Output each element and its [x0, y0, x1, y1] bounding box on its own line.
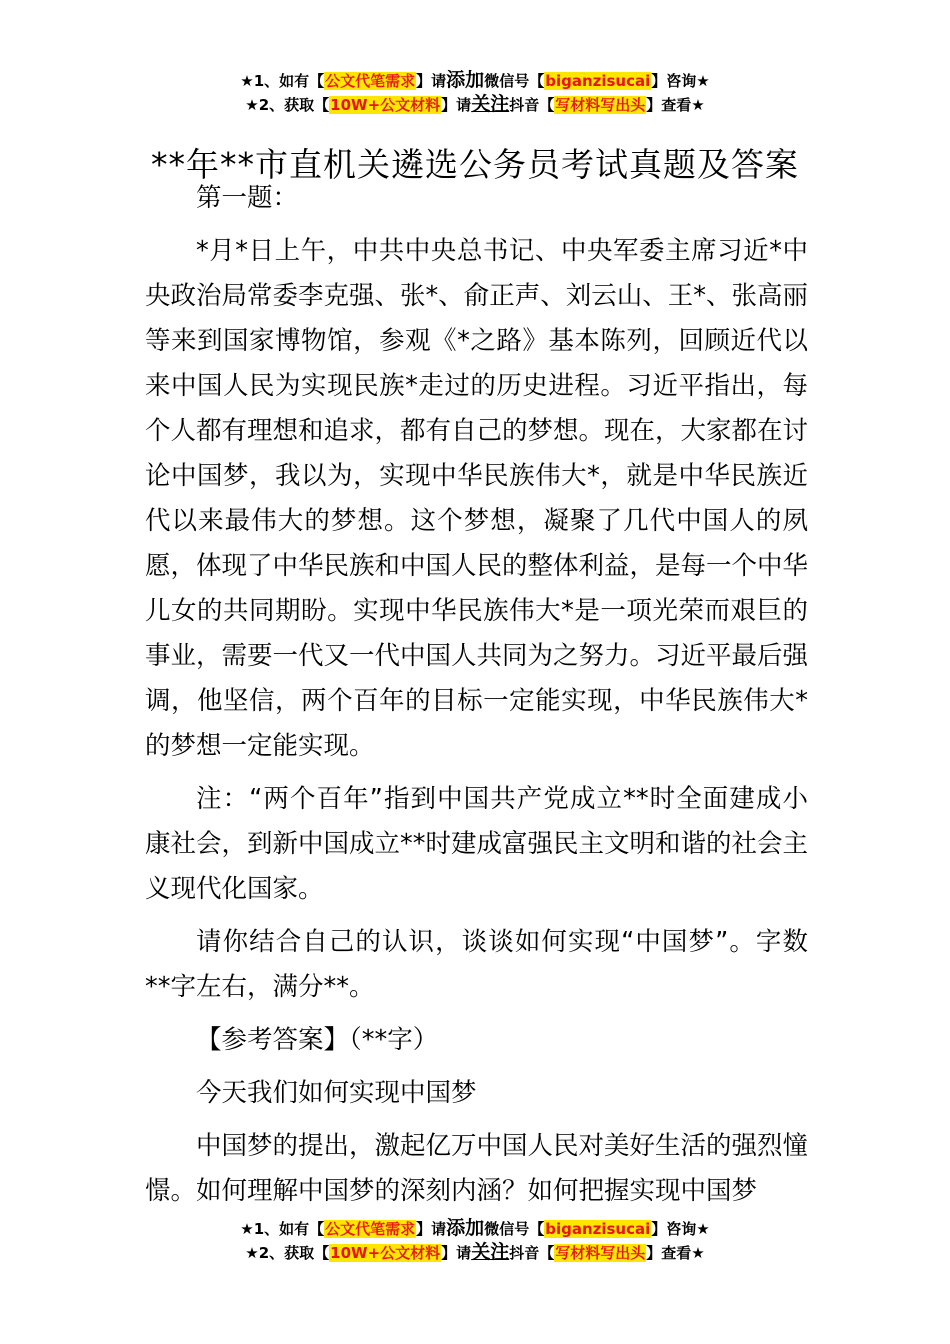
promo-text: 】咨询 [651, 1220, 697, 1238]
document-body [145, 176, 808, 1214]
promo-text: 】请 [416, 1220, 447, 1238]
promo-text: 2、获取【 [258, 1244, 330, 1262]
answer-heading: 【参考答案】（**字） [196, 1025, 439, 1055]
question-prompt: 请你结合自己的认识，谈谈如何实现“中国梦”。字数**字左右，满分**。 [145, 927, 808, 1002]
promo-text: 抖音【 [509, 96, 555, 114]
star-icon: ★ [696, 1220, 710, 1238]
star-icon: ★ [696, 72, 710, 90]
promo-text: 】请 [441, 96, 472, 114]
promo-emphasis-add: 添加 [446, 69, 485, 91]
promo-text: 】查看 [646, 1244, 692, 1262]
star-icon: ★ [240, 72, 254, 90]
promo-highlight-need: 公文代笔需求 [325, 1220, 416, 1238]
promo-line-2 [0, 92, 950, 116]
star-icon: ★ [240, 1220, 254, 1238]
promo-emphasis-add: 添加 [446, 1217, 485, 1239]
promo-text: 微信号【 [484, 72, 545, 90]
promo-text: 2、获取【 [258, 96, 330, 114]
star-icon: ★ [245, 1244, 259, 1262]
promo-line-1 [0, 1216, 950, 1240]
question-note: 注：“两个百年”指到中国共产党成立**时全面建成小康社会，到新中国成立**时建成富强民主文明和谐的社会主义现代化国家。 [145, 784, 809, 904]
promo-footer [0, 1216, 950, 1264]
document-title: **年**市直机关遴选公务员考试真题及答案 [151, 145, 799, 185]
promo-text: 1、如有【 [253, 1220, 325, 1238]
promo-line-2 [0, 1240, 950, 1264]
question-material: *月*日上午，中共中央总书记、中央军委主席习近*中央政治局常委李克强、张*、俞正声、刘云山、王*、张高丽等来到国家博物馆，参观《*之路》基本陈列，回顾近代以来中国人民为实现民族*走过的历史进程。习近平指出，每个人都有理想和追求，都有自己的梦想。现在，大家都在讨论中国梦，我以为，实现中华民族伟大*，就是中华民族近代以来最伟大的梦想。这个梦想，凝聚了几代中国人的夙愿，体现了中华民族和中国人民的整体利益，是每一个中华儿女的共同期盼。实现中华民族伟大*是一项光荣而艰巨的事业，需要一代又一代中国人共同为之努力。习近平最后强调，他坚信，两个百年的目标一定能实现，中华民族伟大*的梦想一定能实现。 [145, 236, 809, 761]
question-heading: 第一题： [196, 183, 299, 213]
promo-text: 1、如有【 [253, 72, 325, 90]
promo-text: 抖音【 [509, 1244, 555, 1262]
promo-highlight-materials: 10W+公文材料 [330, 1244, 441, 1262]
promo-emphasis-follow: 关注 [471, 93, 510, 115]
promo-highlight-douyin: 写材料写出头 [555, 96, 646, 114]
promo-highlight-douyin: 写材料写出头 [555, 1244, 646, 1262]
promo-highlight-materials: 10W+公文材料 [330, 96, 441, 114]
promo-text: 】咨询 [651, 72, 697, 90]
star-icon: ★ [245, 96, 259, 114]
promo-header [0, 68, 950, 116]
promo-text: 微信号【 [484, 1220, 545, 1238]
answer-paragraph: 中国梦的提出，激起亿万中国人民对美好生活的强烈憧憬。如何理解中国梦的深刻内涵？如何把握实现中国梦 [145, 1131, 809, 1206]
promo-highlight-need: 公文代笔需求 [325, 72, 416, 90]
promo-text: 】请 [416, 72, 447, 90]
promo-text: 】查看 [646, 96, 692, 114]
star-icon: ★ [691, 96, 705, 114]
answer-title: 今天我们如何实现中国梦 [196, 1078, 477, 1108]
promo-line-1 [0, 68, 950, 92]
promo-text: 】请 [441, 1244, 472, 1262]
promo-highlight-wechat: biganzisucai [545, 72, 651, 90]
promo-emphasis-follow: 关注 [471, 1241, 510, 1263]
star-icon: ★ [691, 1244, 705, 1262]
promo-highlight-wechat: biganzisucai [545, 1220, 651, 1238]
